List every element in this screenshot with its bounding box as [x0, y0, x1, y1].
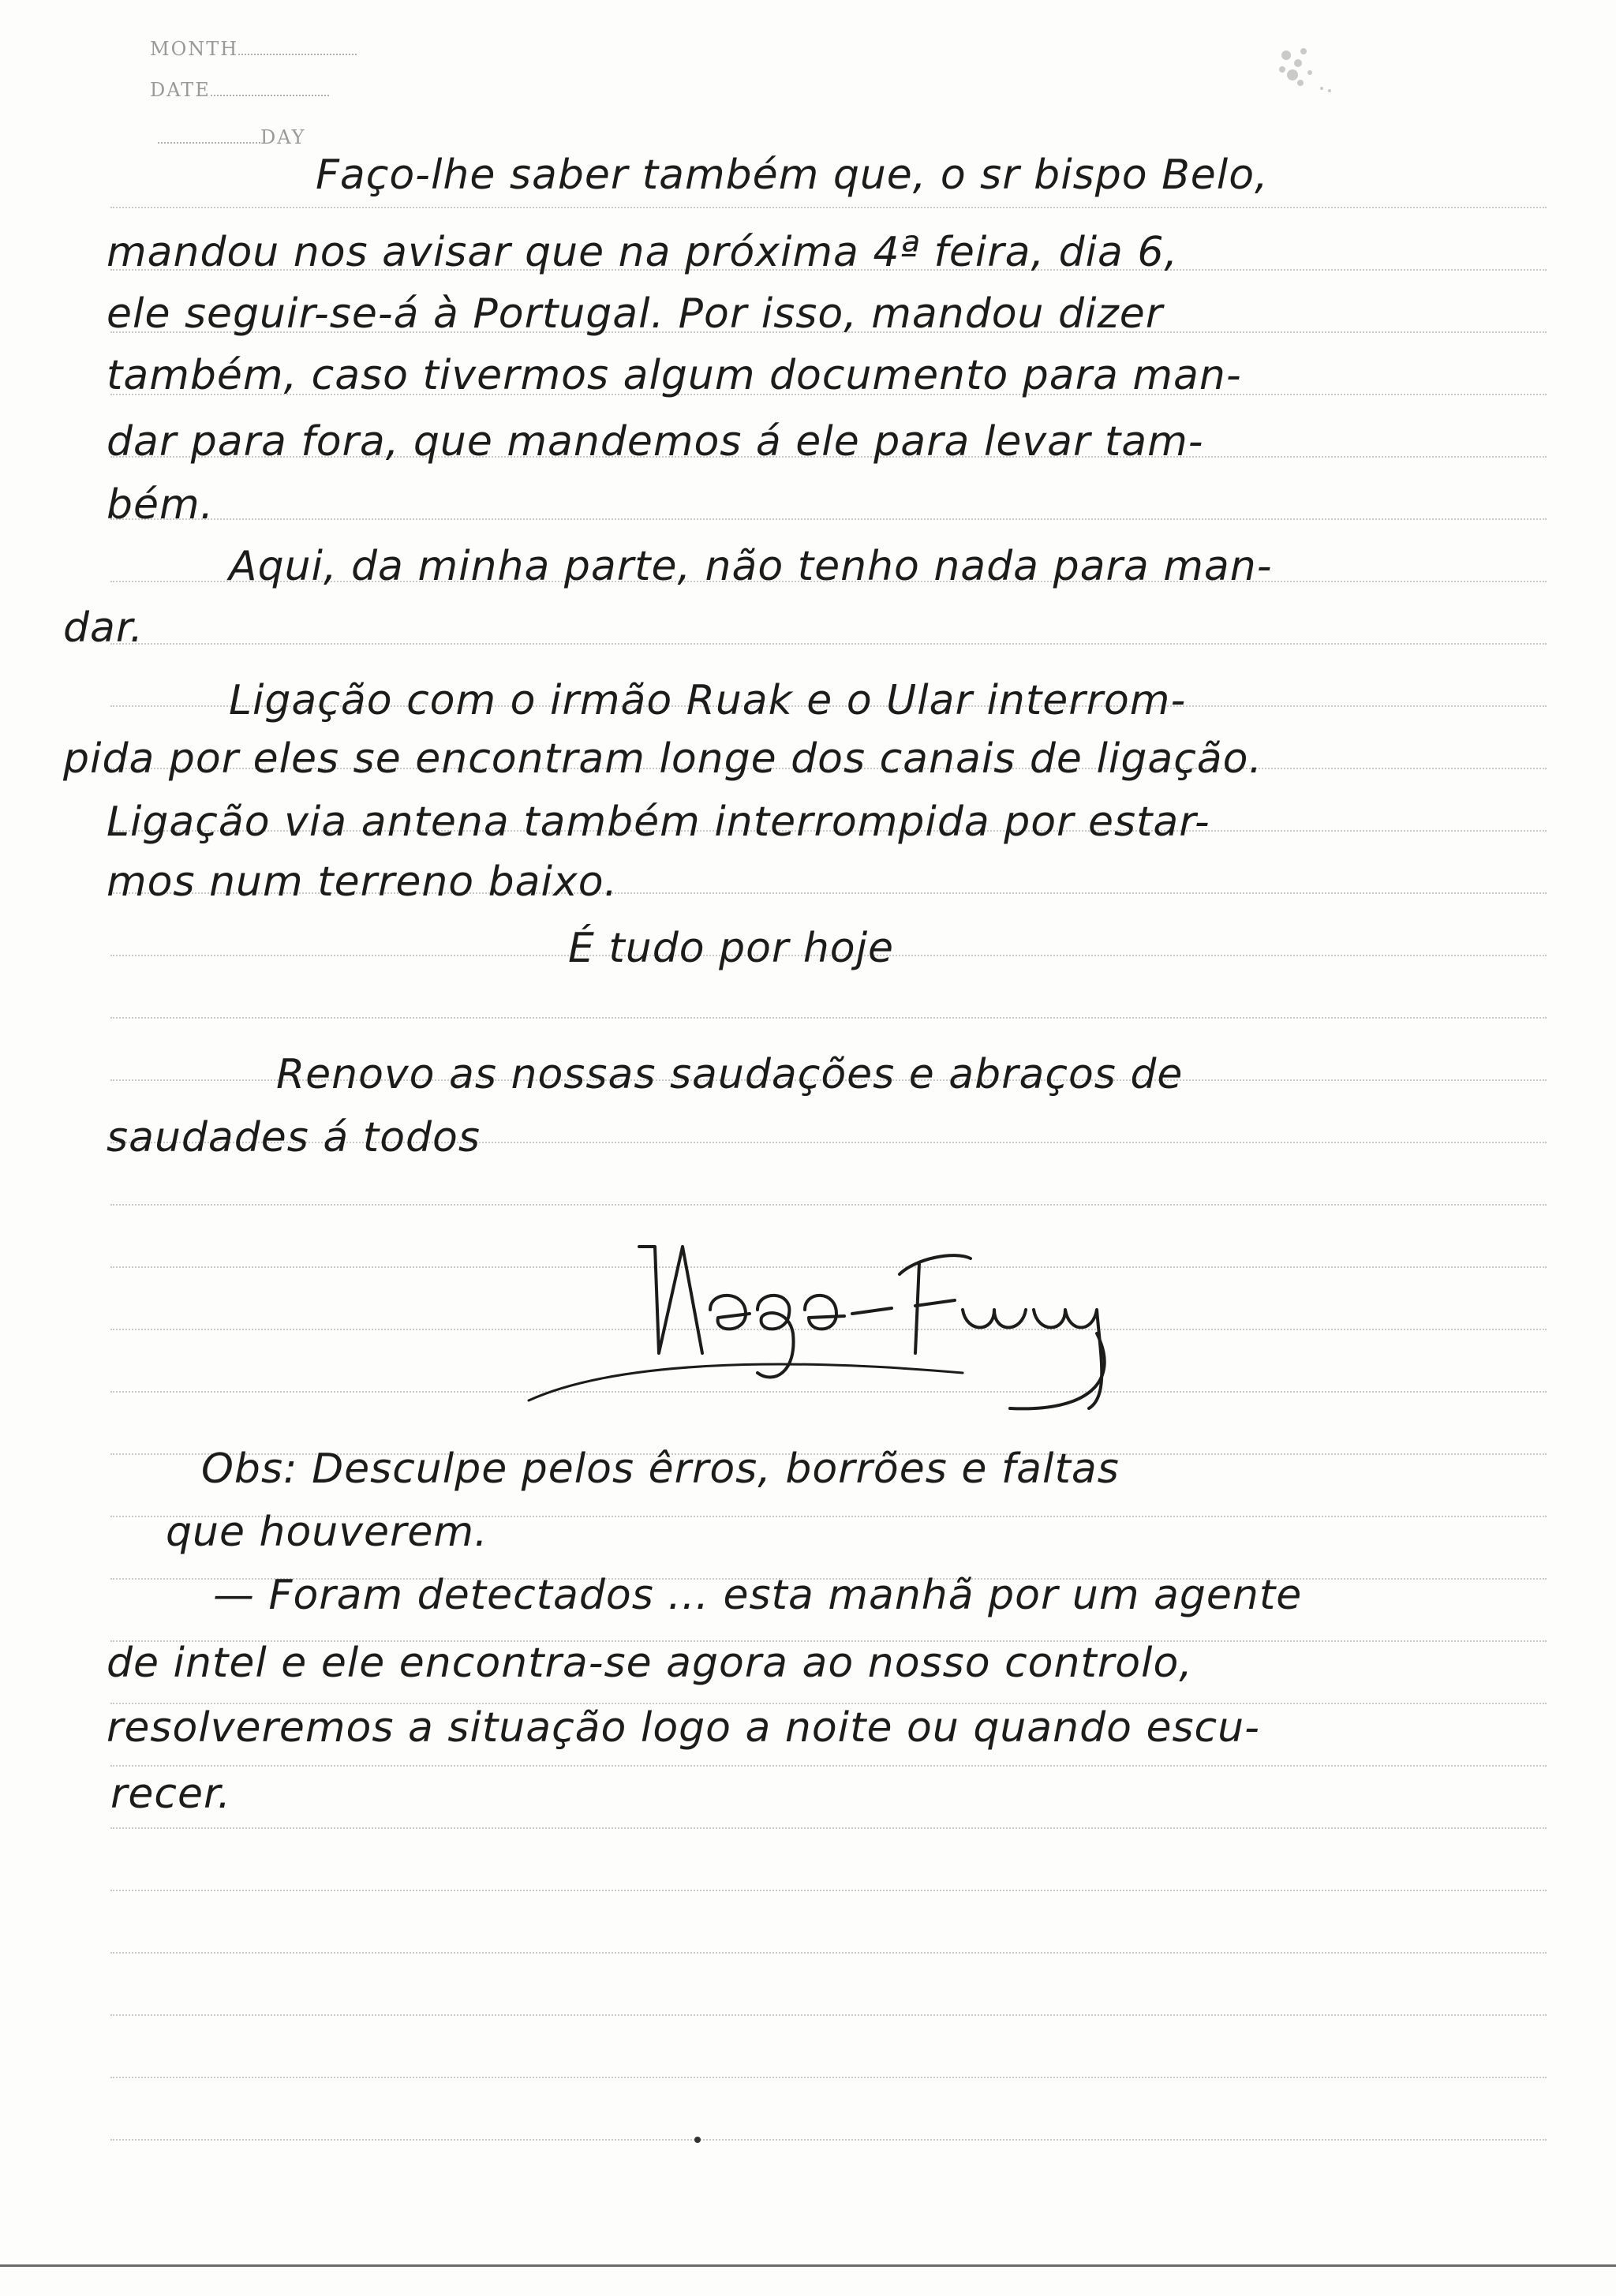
date-field [150, 79, 329, 101]
day-label: DAY [260, 126, 306, 148]
ruled-line [110, 518, 1547, 520]
postscript-line-1: Obs: Desculpe pelos êrros, borrões e faltas [201, 1445, 1120, 1493]
ruled-line [110, 2077, 1547, 2078]
ruled-line [110, 1765, 1547, 1767]
postscript-line-5: resolveremos a situação logo a noite ou quando escu- [107, 1704, 1260, 1752]
letter-line-6: bém. [107, 481, 215, 529]
letter-line-5: dar para fora, que mandemos á ele para levar tam- [107, 418, 1204, 466]
ruled-line [110, 1890, 1547, 1891]
letter-line-11: Ligação via antena também interrompida por estar- [107, 798, 1210, 846]
postscript-line-4: de intel e ele encontra-se agora ao nosso controlo, [107, 1640, 1193, 1687]
ruled-line [110, 1827, 1547, 1829]
postscript-line-3: — Foram detectados ... esta manhã por um agente [213, 1572, 1303, 1619]
month-label: MONTH [150, 38, 239, 60]
letter-line-7: Aqui, da minha parte, não tenho nada para man- [229, 543, 1273, 590]
ruled-line [110, 2014, 1547, 2016]
letter-line-9: Ligação com o irmão Ruak e o Ular interrom- [229, 677, 1187, 724]
ruled-line [110, 2139, 1547, 2141]
letter-line-4: também, caso tivermos algum documento para man- [107, 352, 1242, 399]
month-field [150, 38, 357, 60]
ruled-line [110, 1204, 1547, 1206]
letter-line-8: dar. [63, 604, 144, 652]
closing-line: É tudo por hoje [568, 925, 895, 972]
ruled-line [110, 643, 1547, 645]
ruled-line [110, 1952, 1547, 1954]
letter-line-12: mos num terreno baixo. [107, 858, 619, 906]
day-field [158, 126, 305, 148]
ink-speck [694, 2137, 701, 2143]
greeting-line-1: Renovo as nossas saudações e abraços de [276, 1051, 1184, 1098]
ruled-line [110, 207, 1547, 208]
date-label: DATE [150, 79, 211, 101]
letter-line-1: Faço-lhe saber também que, o sr bispo Belo, [316, 151, 1269, 199]
ruled-line [110, 1017, 1547, 1019]
greeting-line-2: saudades á todos [107, 1114, 481, 1161]
stamp-mark [1255, 32, 1341, 103]
letter-line-10: pida por eles se encontram longe dos canais de ligação. [63, 735, 1263, 783]
postscript-line-6: recer. [110, 1771, 232, 1818]
signature [521, 1215, 1168, 1420]
letter-line-3: ele seguir-se-á à Portugal. Por isso, mandou dizer [107, 290, 1164, 338]
letter-line-2: mandou nos avisar que na próxima 4ª feira, dia 6, [107, 229, 1179, 276]
page-edge-line [0, 2264, 1616, 2267]
postscript-line-2: que houverem. [166, 1509, 488, 1556]
